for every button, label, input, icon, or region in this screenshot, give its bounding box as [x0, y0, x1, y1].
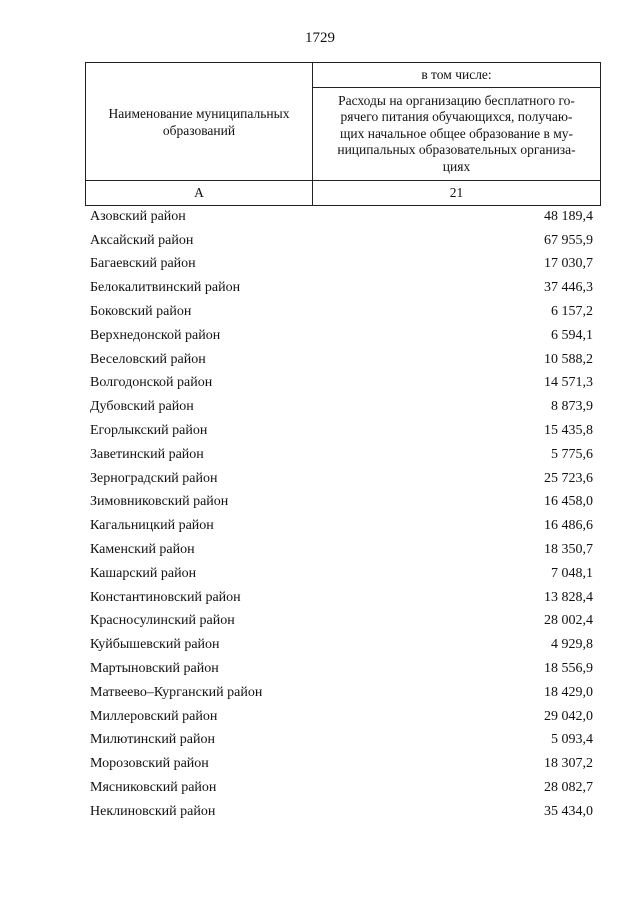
municipality-name: Кашарский район — [90, 565, 197, 581]
table-row — [85, 205, 601, 229]
expense-value: 28 082,7 — [544, 780, 593, 796]
expense-value: 6 157,2 — [551, 304, 593, 320]
table-row — [85, 467, 601, 491]
description-line: рячего питания обучающихся, получаю- — [340, 109, 573, 125]
description-line: Расходы на организацию бесплатного го- — [338, 92, 575, 108]
municipality-name: Кагальницкий район — [90, 518, 214, 534]
expense-value: 8 873,9 — [551, 399, 593, 415]
municipality-name: Морозовский район — [90, 756, 209, 772]
expense-value: 18 429,0 — [544, 684, 593, 700]
table-row — [85, 324, 601, 348]
table-row — [85, 514, 601, 538]
municipality-name: Белокалитвинский район — [90, 280, 241, 296]
expense-value: 15 435,8 — [544, 423, 593, 439]
municipality-name: Веселовский район — [90, 351, 206, 367]
municipality-name: Боковский район — [90, 304, 192, 320]
table-row — [85, 562, 601, 586]
municipality-name: Зерноградский район — [90, 470, 218, 486]
table-row — [85, 586, 601, 610]
expense-value: 18 350,7 — [544, 542, 593, 558]
municipality-name: Егорлыкский район — [90, 423, 208, 439]
expense-value: 7 048,1 — [551, 565, 593, 581]
table-row — [85, 681, 601, 705]
table-row — [85, 800, 601, 824]
expense-value: 28 002,4 — [544, 613, 593, 629]
table-row — [85, 300, 601, 324]
table-row — [85, 657, 601, 681]
expense-value: 29 042,0 — [544, 708, 593, 724]
table-row — [85, 372, 601, 396]
description-line: циях — [442, 158, 471, 174]
expense-value: 17 030,7 — [544, 256, 593, 272]
municipality-name: Куйбышевский район — [90, 637, 220, 653]
municipality-name: Константиновский район — [90, 589, 241, 605]
expense-value: 5 775,6 — [551, 446, 593, 462]
table-row — [85, 633, 601, 657]
table-row — [85, 491, 601, 515]
table-row — [85, 610, 601, 634]
page-number: 1729 — [305, 30, 335, 46]
municipality-name: Багаевский район — [90, 256, 196, 272]
expense-value: 10 588,2 — [544, 351, 593, 367]
expense-value: 18 307,2 — [544, 756, 593, 772]
municipality-name: Азовский район — [90, 208, 186, 224]
expense-value: 14 571,3 — [544, 375, 593, 391]
municipality-name: Верхнедонской район — [90, 327, 221, 343]
name-column-header: Наименование муниципальных образований — [86, 63, 313, 181]
expense-value: 18 556,9 — [544, 661, 593, 677]
municipality-name: Зимовниковский район — [90, 494, 229, 510]
table-header — [85, 62, 601, 206]
expense-value: 48 189,4 — [544, 208, 593, 224]
expense-value: 16 486,6 — [544, 518, 593, 534]
table-row — [85, 395, 601, 419]
table-row — [85, 276, 601, 300]
municipality-name: Волгодонской район — [90, 375, 213, 391]
municipality-name: Мартыновский район — [90, 661, 219, 677]
expense-value: 67 955,9 — [544, 232, 593, 248]
expense-value: 13 828,4 — [544, 589, 593, 605]
expense-value: 25 723,6 — [544, 470, 593, 486]
table-row — [85, 253, 601, 277]
municipality-name: Красносулинский район — [90, 613, 235, 629]
table-row — [85, 348, 601, 372]
municipality-name: Дубовский район — [90, 399, 194, 415]
description-line: щих начальное общее образование в му- — [339, 125, 573, 141]
municipality-name: Каменский район — [90, 542, 195, 558]
table-row — [85, 752, 601, 776]
value-column-header — [313, 88, 601, 181]
expense-value: 16 458,0 — [544, 494, 593, 510]
table-row — [85, 443, 601, 467]
table-row — [85, 538, 601, 562]
name-column-code: А — [86, 181, 313, 206]
expense-value: 37 446,3 — [544, 280, 593, 296]
table-row — [85, 419, 601, 443]
expense-value: 35 434,0 — [544, 803, 593, 819]
municipality-name: Аксайский район — [90, 232, 194, 248]
expense-value: 4 929,8 — [551, 637, 593, 653]
municipality-name: Заветинский район — [90, 446, 204, 462]
table-row — [85, 229, 601, 253]
municipality-name: Мясниковский район — [90, 780, 217, 796]
table-body — [85, 205, 601, 824]
expense-value: 6 594,1 — [551, 327, 593, 343]
table-row — [85, 776, 601, 800]
municipality-name: Миллеровский район — [90, 708, 218, 724]
municipality-name: Матвеево–Курганский район — [90, 684, 263, 700]
group-title: в том числе: — [313, 63, 601, 88]
description-line: ниципальных образовательных организа- — [337, 142, 576, 158]
municipality-name: Милютинский район — [90, 732, 216, 748]
table-row — [85, 705, 601, 729]
municipality-name: Неклиновский район — [90, 803, 216, 819]
expense-value: 5 093,4 — [551, 732, 593, 748]
table-row — [85, 729, 601, 753]
value-column-code: 21 — [313, 181, 601, 206]
